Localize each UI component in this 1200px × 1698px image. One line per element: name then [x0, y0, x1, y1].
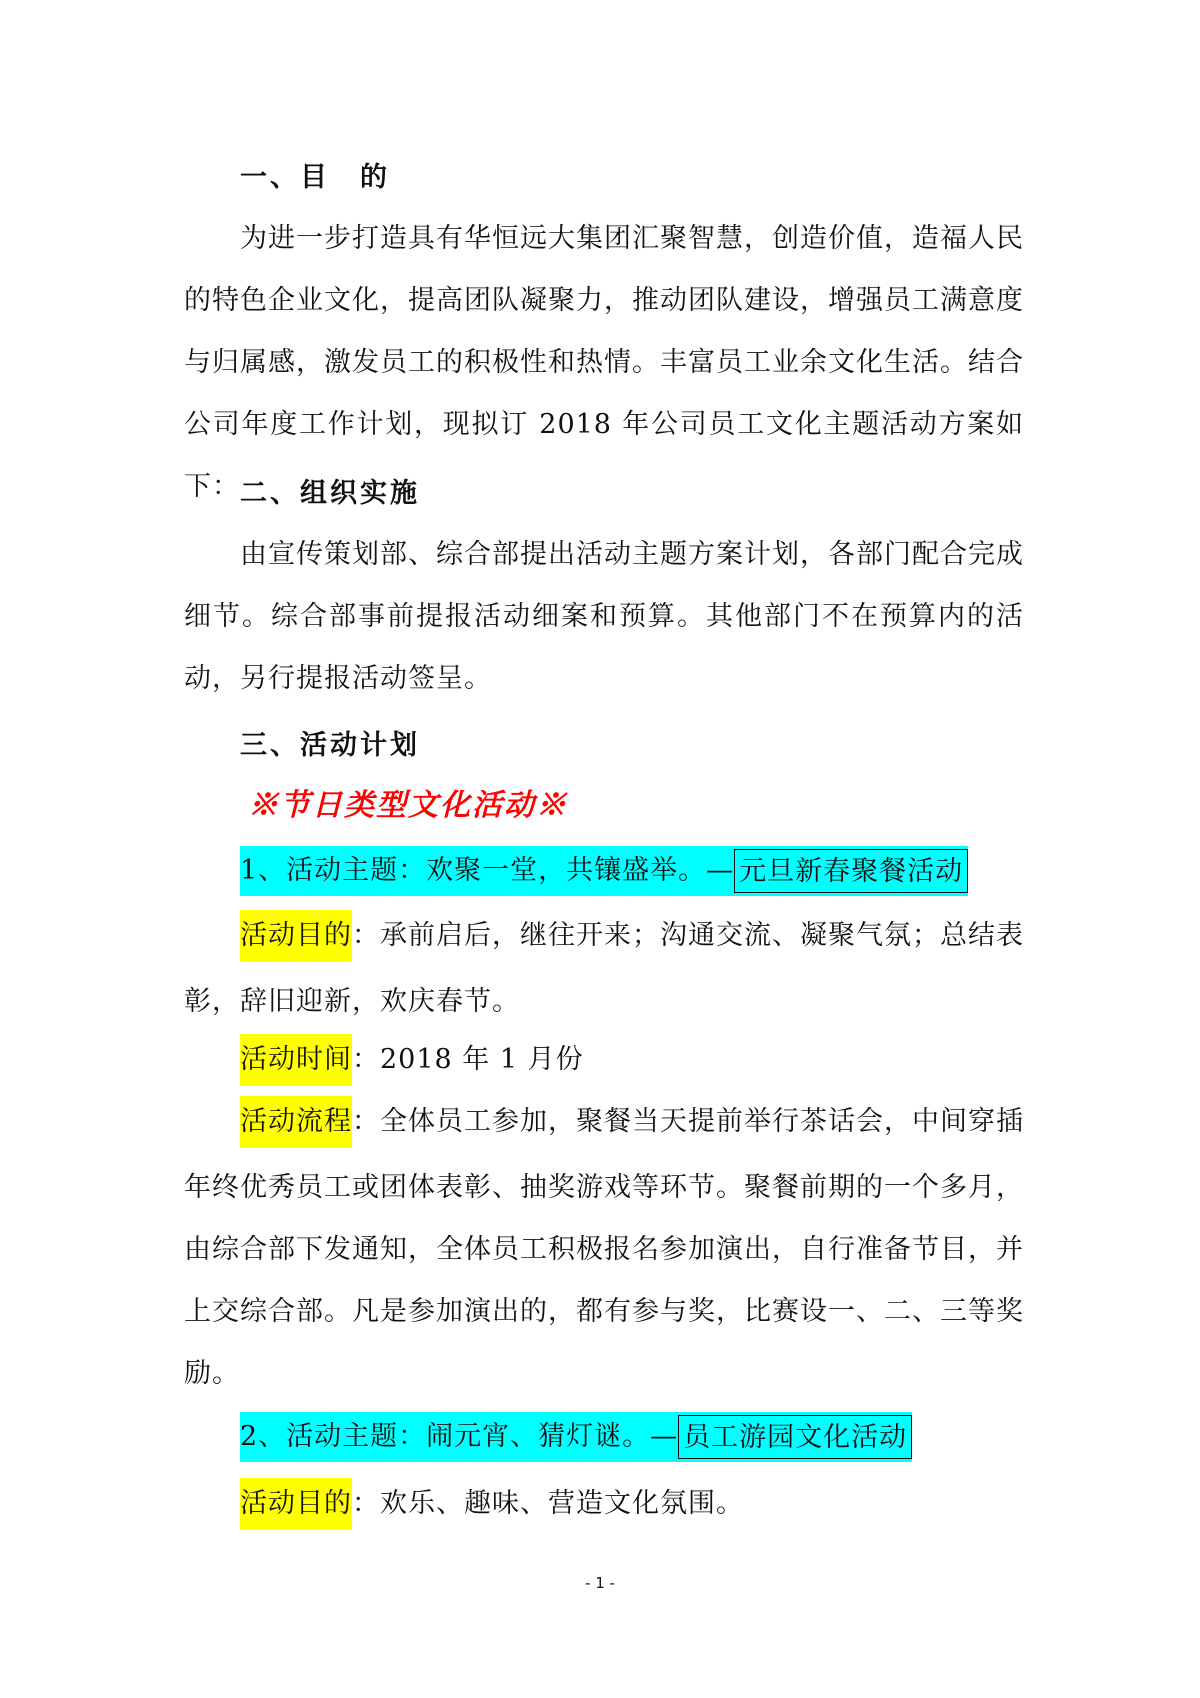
- heading-purpose: 一、目 的: [240, 162, 390, 193]
- activity1-flow-text: ：全体员工参加，聚餐当天提前举行茶话会，中间穿插: [352, 1106, 1024, 1137]
- activity1-time-text: ：2018 年 1 月份: [352, 1044, 584, 1075]
- activity2-theme-boxed: 员工游园文化活动: [678, 1415, 912, 1459]
- activity2-purpose-label: 活动目的: [240, 1478, 352, 1530]
- activity1-flow-line: [240, 1096, 1080, 1148]
- paragraph-purpose: 为进一步打造具有华恒远大集团汇聚智慧，创造价值，造福人民的特色企业文化，提高团队凝聚力，推动团队建设，增强员工满意度与归属感，激发员工的积极性和热情。丰富员工业余文化生活。结合公司年度工作计划，现拟订 2018 年公司员工文化主题活动方案如下：: [184, 223, 1024, 502]
- activity1-flow-line2: 年终优秀员工或团体表彰、抽奖游戏等环节。聚餐前期的一个多月，: [184, 1172, 1024, 1203]
- activity2-theme-highlight: [240, 1412, 912, 1462]
- activity1-time-line: [240, 1034, 1080, 1086]
- activity1-purpose-text: ：承前启后，继往开来；沟通交流、凝聚气氛；总结表: [352, 920, 1024, 951]
- activity1-theme-highlight: [240, 846, 968, 896]
- activity2-theme-prefix: 2、活动主题：闹元宵、猜灯谜。—: [240, 1421, 679, 1452]
- activity2-purpose-text: ：欢乐、趣味、营造文化氛围。: [352, 1488, 744, 1519]
- heading-activity-plan: 三、活动计划: [240, 730, 420, 761]
- activity1-flow-line5: 励。: [184, 1358, 240, 1389]
- activity1-purpose-label: 活动目的: [240, 910, 352, 962]
- activity1-theme-line: [240, 846, 1080, 896]
- activity1-theme-prefix: 1、活动主题：欢聚一堂，共镶盛举。—: [240, 855, 735, 886]
- activity2-purpose-line: [240, 1478, 1080, 1530]
- paragraph-organization: 由宣传策划部、综合部提出活动主题方案计划，各部门配合完成细节。综合部事前提报活动细案和预算。其他部门不在预算内的活动，另行提报活动签呈。: [184, 539, 1024, 694]
- activity2-theme-line: [240, 1412, 1080, 1462]
- activity1-purpose-line: [240, 910, 1080, 962]
- activity1-flow-label: 活动流程: [240, 1096, 352, 1148]
- activity1-theme-boxed: 元旦新春聚餐活动: [734, 849, 968, 893]
- heading-organization: 二、组织实施: [240, 478, 420, 509]
- activity1-purpose-continuation: 彰，辞旧迎新，欢庆春节。: [184, 986, 520, 1017]
- page-number: - 1 -: [585, 1574, 615, 1592]
- activity1-flow-line4: 上交综合部。凡是参加演出的，都有参与奖，比赛设一、二、三等奖: [184, 1296, 1024, 1327]
- activity1-time-label: 活动时间: [240, 1034, 352, 1086]
- section-title-festival-activities: ※节日类型文化活动※: [248, 788, 568, 823]
- activity1-flow-line3: 由综合部下发通知，全体员工积极报名参加演出，自行准备节目，并: [184, 1234, 1024, 1265]
